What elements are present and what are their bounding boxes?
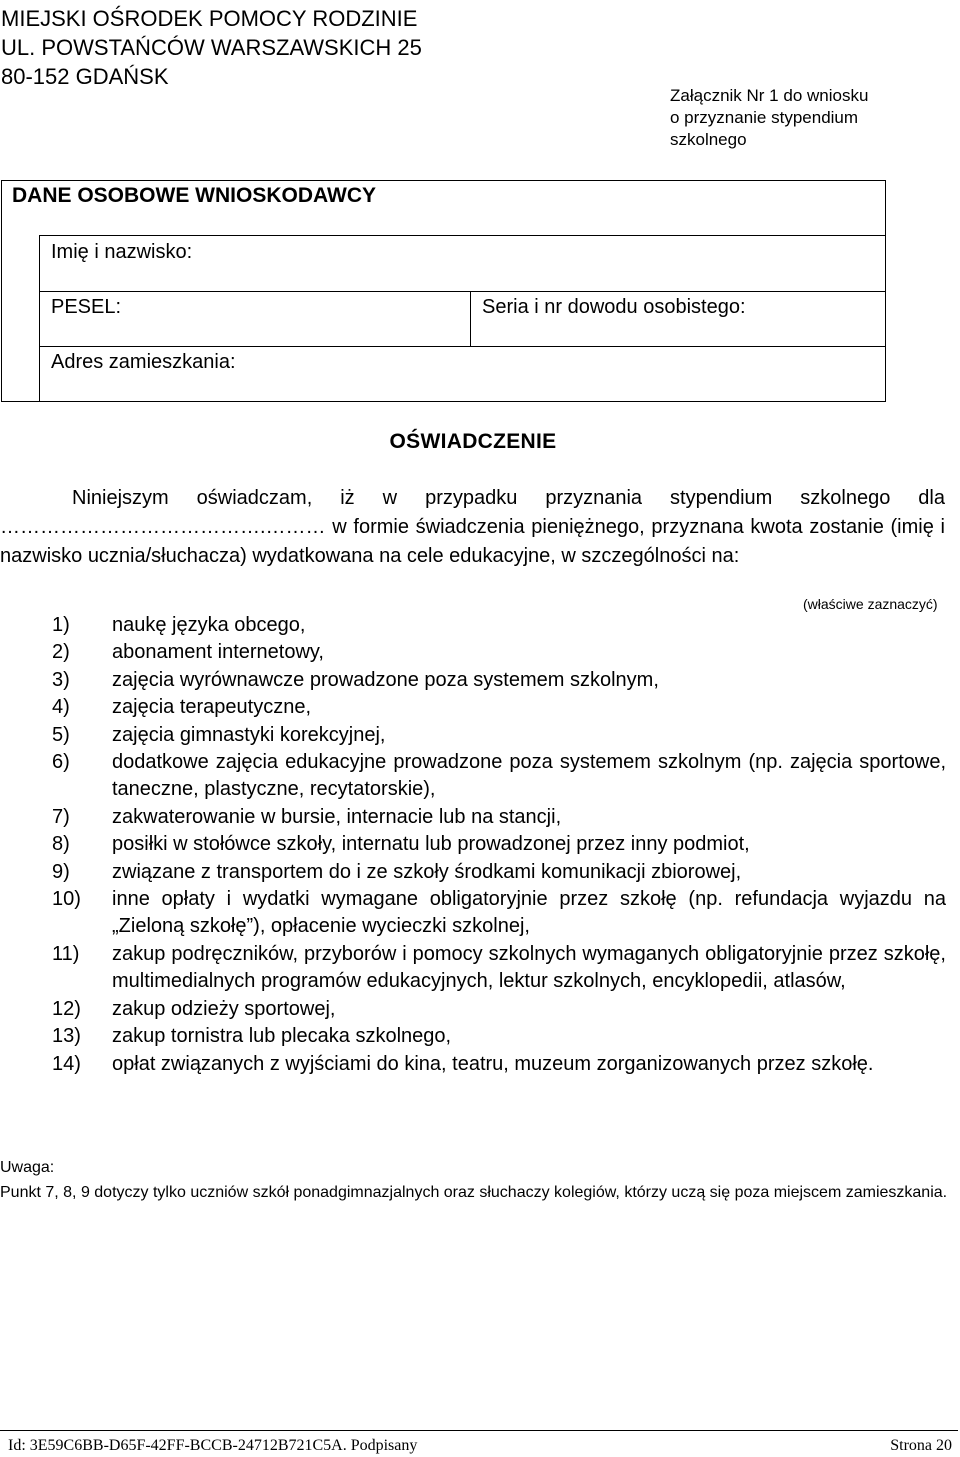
personal-data-box xyxy=(1,180,886,402)
list-item-text: zajęcia wyrównawcze prowadzone poza systemem szkolnym, xyxy=(112,668,659,691)
list-item-text: zakwaterowanie w bursie, internacie lub na stancji, xyxy=(112,805,562,828)
list-item-text: inne opłaty i wydatki wymagane obligatoryjnie przez szkołę (np. refundacja wyjazdu na „Zieloną szkołę”), opłacenie wycieczki szkolnej, xyxy=(112,888,946,938)
list-item[interactable] xyxy=(0,941,946,996)
pesel-field-label[interactable]: PESEL: xyxy=(51,296,122,318)
list-item[interactable] xyxy=(0,667,946,694)
list-item-number: 9) xyxy=(52,860,70,883)
list-item-number: 6) xyxy=(52,751,70,774)
list-item[interactable] xyxy=(0,722,946,749)
list-item-number: 7) xyxy=(52,805,70,828)
list-item-number: 4) xyxy=(52,696,70,719)
address-field-label[interactable]: Adres zamieszkania: xyxy=(51,351,236,373)
row-divider-3 xyxy=(39,346,885,347)
list-item[interactable] xyxy=(0,1051,946,1078)
check-note: (właściwe zaznaczyć) xyxy=(803,596,938,612)
list-item-number: 13) xyxy=(52,1025,81,1048)
annex-line-1: Załącznik Nr 1 do wniosku xyxy=(670,86,869,105)
list-item-text: naukę języka obcego, xyxy=(112,614,306,636)
list-item[interactable] xyxy=(0,749,946,804)
institution-header xyxy=(1,4,422,91)
list-item-number: 14) xyxy=(52,1052,81,1075)
list-item-text: opłat związanych z wyjściami do kina, teatru, muzeum zorganizowanych przez szkołę. xyxy=(112,1052,874,1075)
list-item-text: związane z transportem do i ze szkoły środkami komunikacji zbiorowej, xyxy=(112,860,742,883)
list-item-text: zajęcia terapeutyczne, xyxy=(112,696,312,719)
list-item-text: zajęcia gimnastyki korekcyjnej, xyxy=(112,723,386,746)
list-item-number: 3) xyxy=(52,668,70,691)
list-item-text: posiłki w stołówce szkoły, internatu lub prowadzonej przez inny podmiot, xyxy=(112,833,750,856)
list-item[interactable] xyxy=(0,612,946,639)
name-field-label[interactable]: Imię i nazwisko: xyxy=(51,241,193,263)
remark-text: Punkt 7, 8, 9 dotyczy tylko uczniów szkół ponadgimnazjalnych oraz słuchaczy kolegiów, którzy uczą się poza miejscem zamieszkania. xyxy=(0,1184,948,1201)
list-item[interactable] xyxy=(0,694,946,721)
personal-data-title: DANE OSOBOWE WNIOSKODAWCY xyxy=(12,184,377,207)
document-id: Id: 3E59C6BB-D65F-42FF-BCCB-24712B721C5A. Podpisany xyxy=(8,1437,418,1454)
list-item-text: dodatkowe zajęcia edukacyjne prowadzone poza systemem szkolnym (np. zajęcia sportowe, taneczne, plastyczne, recytatorskie), xyxy=(112,751,946,801)
row-divider-2 xyxy=(39,291,885,292)
row-divider-1 xyxy=(39,235,885,236)
annex-line-2: o przyznanie stypendium xyxy=(670,108,859,127)
list-item-number: 2) xyxy=(52,641,70,664)
list-item-text: abonament internetowy, xyxy=(112,641,324,664)
list-item-number: 1) xyxy=(52,614,70,636)
list-item[interactable] xyxy=(0,886,946,941)
left-margin-divider xyxy=(39,235,40,401)
list-item[interactable] xyxy=(0,1023,946,1050)
remark-label: Uwaga: xyxy=(0,1159,55,1176)
statement-paragraph xyxy=(0,484,945,571)
list-item-number: 8) xyxy=(52,833,70,856)
list-item-text: zakup odzieży sportowej, xyxy=(112,997,336,1020)
header-line-2: UL. POWSTAŃCÓW WARSZAWSKICH 25 xyxy=(1,35,422,60)
list-item-number: 10) xyxy=(52,888,81,911)
column-divider xyxy=(470,291,471,346)
statement-heading: OŚWIADCZENIE xyxy=(389,430,557,453)
header-line-3: 80-152 GDAŃSK xyxy=(1,64,169,89)
list-item-number: 5) xyxy=(52,723,70,746)
expense-list xyxy=(0,612,946,1078)
list-item-number: 11) xyxy=(52,942,80,965)
list-item[interactable] xyxy=(0,639,946,666)
list-item-text: zakup tornistra lub plecaka szkolnego, xyxy=(112,1025,452,1048)
list-item[interactable] xyxy=(0,996,946,1023)
annex-note xyxy=(670,85,868,151)
annex-line-3: szkolnego xyxy=(670,130,747,149)
list-item[interactable] xyxy=(0,859,946,886)
list-item-number: 12) xyxy=(52,997,81,1020)
list-item[interactable] xyxy=(0,804,946,831)
footer-divider xyxy=(0,1430,958,1431)
list-item[interactable] xyxy=(0,831,946,858)
statement-text: Niniejszym oświadczam, iż w przypadku przyznania stypendium szkolnego dla ………………………………….……… w formie świadczenia pieniężnego, przyznana kwota zostanie (imię i nazwisko ucznia/słuchacza) wydatkowana na cele edukacyjne, w szczególności na: xyxy=(0,487,945,567)
header-line-1: MIEJSKI OŚRODEK POMOCY RODZINIE xyxy=(1,6,418,31)
page-number: Strona 20 xyxy=(890,1437,952,1454)
id-card-field-label[interactable]: Seria i nr dowodu osobistego: xyxy=(482,296,746,318)
list-item-text: zakup podręczników, przyborów i pomocy szkolnych wymaganych obligatoryjnie przez szkołę, multimedialnych programów edukacyjnych, lektur szkolnych, encyklopedii, atlasów, xyxy=(112,942,946,993)
